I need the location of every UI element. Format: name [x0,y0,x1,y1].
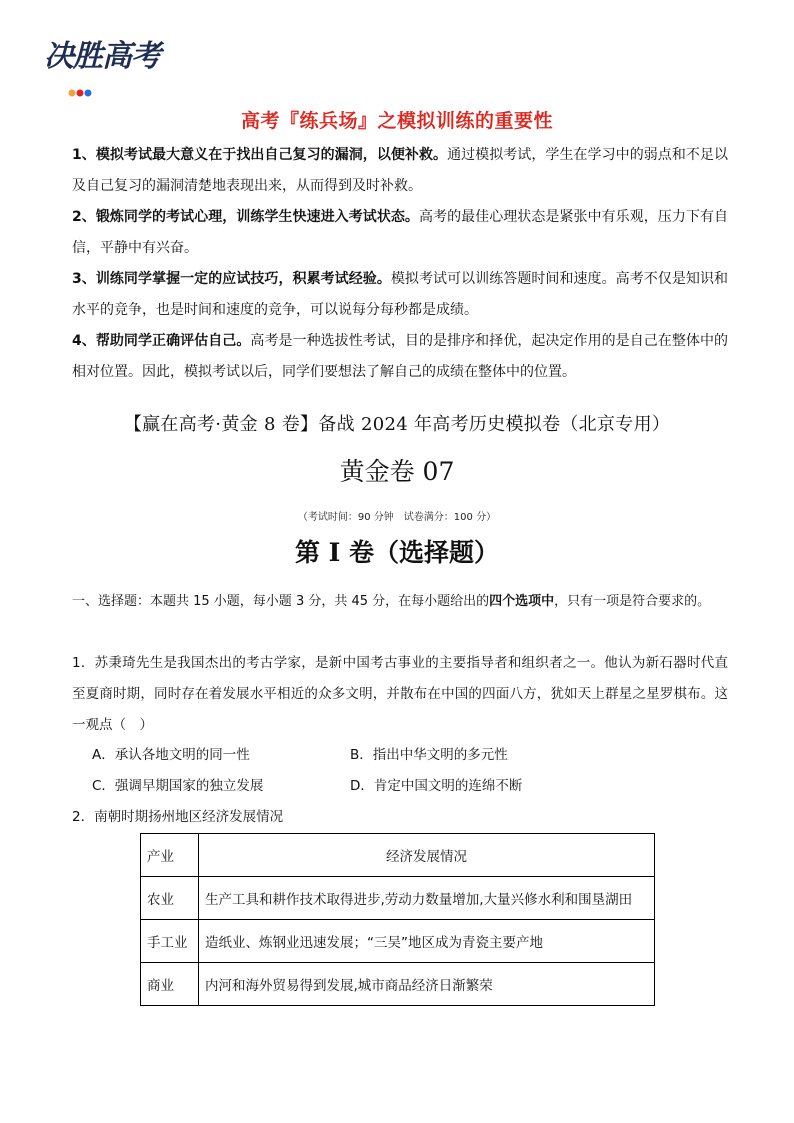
intro-item [72,140,728,202]
table-cell: 生产工具和耕作技术取得进步,劳动力数量增加,大量兴修水利和围垦湖田 [199,877,655,920]
section-bold: 四个选项中 [489,594,555,609]
table-header: 经济发展情况 [199,834,655,877]
option-b: B．指出中华文明的多元性 [350,747,508,763]
exam-meta: （考试时间：90 分钟 试卷满分：100 分） [297,512,497,523]
table-cell: 造纸业、炼钢业迅速发展；“三吴”地区成为青瓷主要产地 [199,920,655,963]
table-cell: 农业 [141,877,199,920]
series-title: 【赢在高考·黄金 8 卷】备战 2024 年高考历史模拟卷（北京专用） [123,414,671,435]
intro-item-text: 通过模拟考试，学生在学习中的弱点和不足以及自己复习的漏洞清楚地表现出来，从而得到及时补救。 [72,147,728,194]
table-cell: 内河和海外贸易得到发展,城市商品经济日渐繁荣 [199,963,655,1006]
intro-item [72,326,728,388]
table-header-row [141,834,655,877]
question-1-options [92,740,712,802]
part-title: 第 I 卷（选择题） [294,538,500,567]
intro-item [72,202,728,264]
intro-list [72,140,728,388]
table-cell: 商业 [141,963,199,1006]
intro-item-text: 高考的最佳心理状态是紧张中有乐观，压力下有自信，平静中有兴奋。 [72,209,728,256]
intro-item-bold: 4、帮助同学正确评估自己。 [72,333,251,349]
section-instructions [72,588,728,616]
logo [44,40,164,108]
intro-item [72,264,728,326]
logo-text: 决胜高考 [44,39,160,74]
option-c: C．强调早期国家的独立发展 [92,778,264,794]
intro-item-text: 模拟考试可以训练答题时间和速度。高考不仅是知识和水平的竞争，也是时间和速度的竞争，可以说每分每秒都是成绩。 [72,271,728,318]
economy-table [140,833,655,1006]
option-a: A．承认各地文明的同一性 [92,747,250,763]
paper-title: 黄金卷 07 [339,457,455,486]
table-row [141,963,655,1006]
intro-item-bold: 3、训练同学掌握一定的应试技巧，积累考试经验。 [72,271,391,287]
option-d: D．肯定中国文明的连绵不断 [350,778,523,794]
intro-item-text: 高考是一种选拔性考试，目的是排序和择优，起决定作用的是自己在整体中的相对位置。因此，模拟考试以后，同学们要想法了解自己的成绩在整体中的位置。 [72,333,729,380]
page-headline: 高考『练兵场』之模拟训练的重要性 [240,110,553,132]
section-tail: ，只有一项是符合要求的。 [554,594,711,609]
table-cell: 手工业 [141,920,199,963]
question-1-text: 1．苏秉琦先生是我国杰出的考古学家，是新中国考古事业的主要指导者和组织者之一。他认为新石器时代直至夏商时期，同时存在着发展水平相近的众多文明，并散布在中国的四面八方，犹如天上群星之星罗棋布。这一观点（ ） [72,655,728,733]
table-header: 产业 [141,834,199,877]
question-2-text: 2．南朝时期扬州地区经济发展情况 [72,809,284,825]
intro-item-bold: 1、模拟考试最大意义在于找出自己复习的漏洞，以便补救。 [72,147,448,163]
table-row [141,877,655,920]
logo-emblem-icon [68,88,96,98]
table-row [141,920,655,963]
section-lead: 一、选择题：本题共 15 小题，每小题 3 分，共 45 分，在每小题给出的 [72,594,490,609]
intro-item-bold: 2、锻炼同学的考试心理，训练学生快速进入考试状态。 [72,209,419,225]
